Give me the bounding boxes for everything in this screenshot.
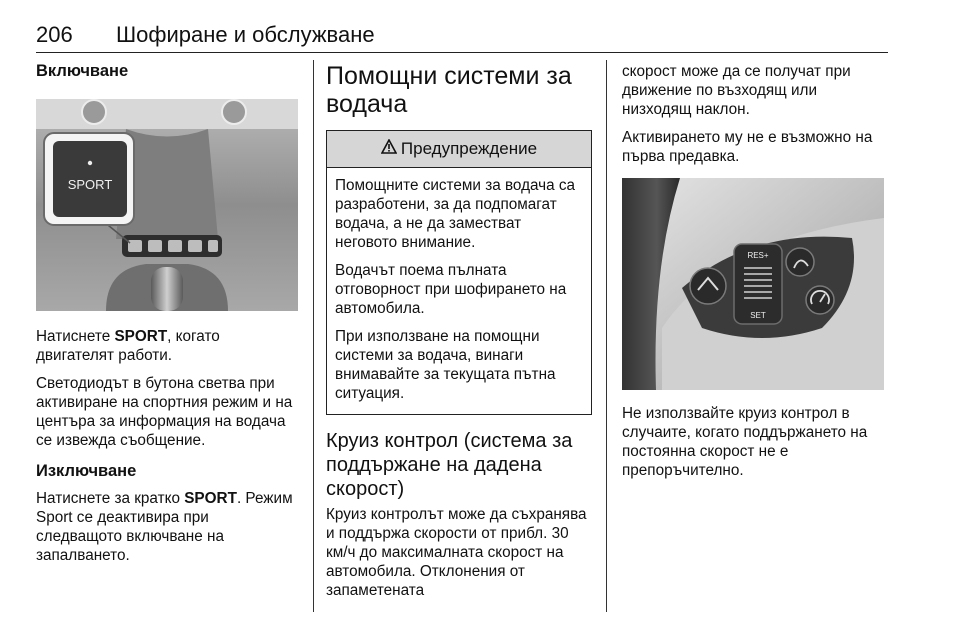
heading-switch-off: Изключване [36,462,137,480]
column-divider-2 [606,60,607,612]
warning-paragraph-2: Водачът поема пълната отговорност при шофирането на автомобила. [335,262,567,317]
section-title-cruise-control: Круиз контрол (система за поддържане на дадена скорост) [326,430,573,500]
warning-triangle-icon [381,139,397,159]
warning-paragraph-3: При използване на помощни системи за водача, винаги внимавайте за текущата пътна ситуация. [335,328,556,402]
column-2 [326,62,592,609]
page-title: Шофиране и обслужване [116,22,375,47]
page-header [36,22,888,52]
paragraph-first-gear: Активирането му не е възможно на първа предавка. [622,129,873,165]
paragraph-dont-use: Не използвайте круиз контрол в случаите, когато поддържането на постоянна скорост не е препоръчително. [622,405,868,479]
column-3 [622,62,888,489]
res-label: RES+ [747,251,769,260]
paragraph-cruise-intro: Круиз контролът може да съхранява и поддържа скорости от прибл. 30 км/ч до максималната скорост на автомобила. Отклонения от запаметената [326,506,587,599]
warning-box [326,130,592,415]
warning-paragraph-1: Помощните системи за водача са разработени, за да подпомагат водача, а не да заместват неговото внимание. [335,177,576,251]
header-rule [36,52,888,53]
sport-key-2: SPORT [184,490,237,507]
sport-button-label: SPORT [67,177,113,192]
page-number: 206 [36,22,73,47]
column-divider-1 [313,60,314,612]
heading-switch-on: Включване [36,62,129,80]
steering-wheel-controls-photo [622,178,884,390]
column-1 [36,62,298,574]
sport-button-photo [36,99,298,311]
paragraph-slope: скорост може да се получат при движение по възходящ или низходящ наклон. [622,63,851,118]
warning-header [327,131,591,168]
paragraph-press-sport: Натиснете SPORT, когато двигателят работи. [36,328,220,364]
section-title-driver-assistance: Помощни системи за водача [326,62,572,118]
warning-title: Предупреждение [400,139,538,158]
paragraph-led: Светодиодът в бутона светва при активиране на спортния режим и на центъра за информация на водача се извежда съобщение. [36,375,293,449]
paragraph-deactivate: Натиснете за кратко SPORT. Режим Sport се деактивира при следващото включване на запалването. [36,490,293,564]
set-label: SET [750,311,766,320]
sport-key: SPORT [114,328,168,345]
